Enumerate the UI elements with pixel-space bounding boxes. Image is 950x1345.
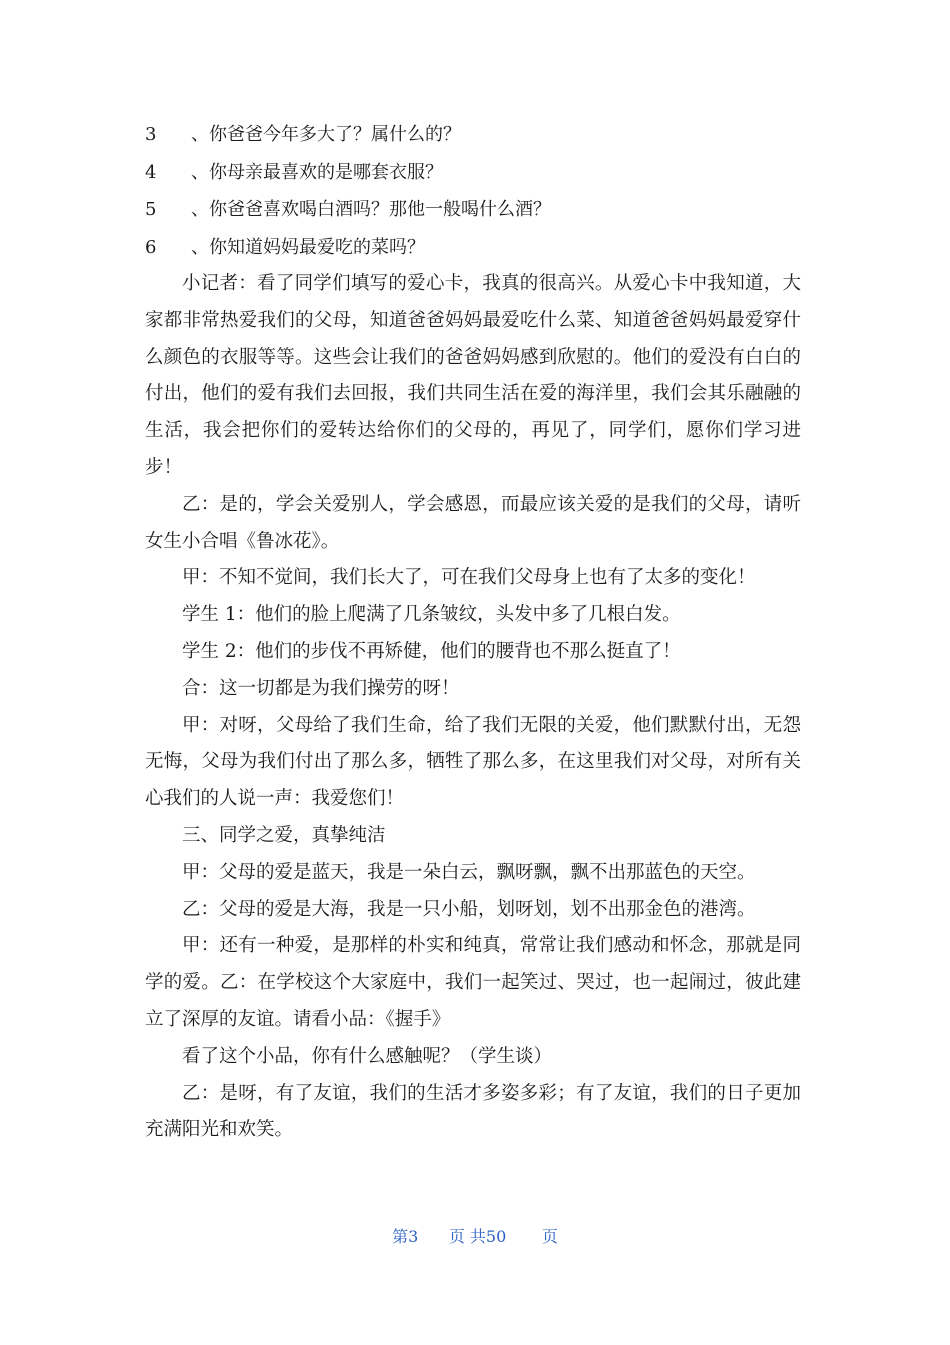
list-number: 5 — [145, 199, 157, 220]
list-text: 、你爸爸今年多大了？属什么的？ — [191, 124, 461, 145]
list-item — [145, 116, 805, 154]
paragraph: 甲：父母的爱是蓝天，我是一朵白云，飘呀飘，飘不出那蓝色的天空。 — [182, 861, 756, 883]
paragraph: 小记者：看了同学们填写的爱心卡，我真的很高兴。从爱心卡中我知道，大家都非常热爱我们的父母，知道爸爸妈妈最爱吃什么菜、知道爸爸妈妈最爱穿什么颜色的衣服等等。这些会让我们的爸爸妈妈感到欣慰的。他们的爱没有白白的付出，他们的爱有我们去回报，我们共同生活在爱的海洋里，我们会其乐融融的生活，我会把你们的爱转达给你们的父母的，再见了，同学们，愿你们学习进步！ — [145, 273, 801, 478]
paragraph: 乙：是的，学会关爱别人，学会感恩，而最应该关爱的是我们的父母，请听女生小合唱《鲁冰花》。 — [145, 493, 801, 552]
list-number: 6 — [145, 236, 157, 258]
list-text: 、你爸爸喜欢喝白酒吗？那他一般喝什么酒？ — [191, 199, 551, 220]
section-heading: 三、同学之爱，真挚纯洁 — [182, 824, 386, 846]
paragraph: 学生 2：他们的步伐不再矫健，他们的腰背也不那么挺直了！ — [182, 640, 681, 662]
page-number-prefix: 第3 — [392, 1227, 419, 1246]
paragraph: 甲：对呀，父母给了我们生命，给了我们无限的关爱，他们默默付出，无怨无悔，父母为我们付出了那么多，牺牲了那么多，在这里我们对父母，对所有关心我们的人说一声：我爱您们！ — [145, 714, 801, 810]
paragraph: 乙：父母的爱是大海，我是一只小船，划呀划，划不出那金色的港湾。 — [182, 898, 756, 920]
paragraph: 甲：还有一种爱，是那样的朴实和纯真，常常让我们感动和怀念，那就是同学的爱。乙：在学校这个大家庭中，我们一起笑过、哭过，也一起闹过，彼此建立了深厚的友谊。请看小品：《握手》 — [145, 935, 801, 1030]
paragraph: 学生 1：他们的脸上爬满了几条皱纹，头发中多了几根白发。 — [182, 604, 681, 626]
paragraph: 乙：是呀，有了友谊，我们的生活才多姿多彩；有了友谊，我们的日子更加充满阳光和欢笑。 — [145, 1082, 801, 1141]
list-item — [145, 154, 805, 192]
paragraph: 合：这一切都是为我们操劳的呀！ — [182, 677, 460, 699]
page-number-suffix: 页 — [541, 1227, 558, 1246]
body-text — [145, 266, 801, 1149]
list-item — [145, 191, 805, 229]
list-number: 3 — [145, 124, 157, 145]
list-text: 、你母亲最喜欢的是哪套衣服？ — [191, 161, 443, 183]
list-item — [145, 229, 805, 267]
paragraph: 看了这个小品，你有什么感触呢？（学生谈） — [182, 1045, 553, 1067]
list-text: 、你知道妈妈最爱吃的菜吗？ — [191, 236, 425, 258]
paragraph: 甲：不知不觉间，我们长大了，可在我们父母身上也有了太多的变化！ — [182, 567, 756, 589]
list-number: 4 — [145, 161, 157, 183]
question-list — [145, 116, 805, 266]
page-number-middle: 页 共50 — [448, 1227, 507, 1246]
page-footer — [0, 1225, 950, 1249]
